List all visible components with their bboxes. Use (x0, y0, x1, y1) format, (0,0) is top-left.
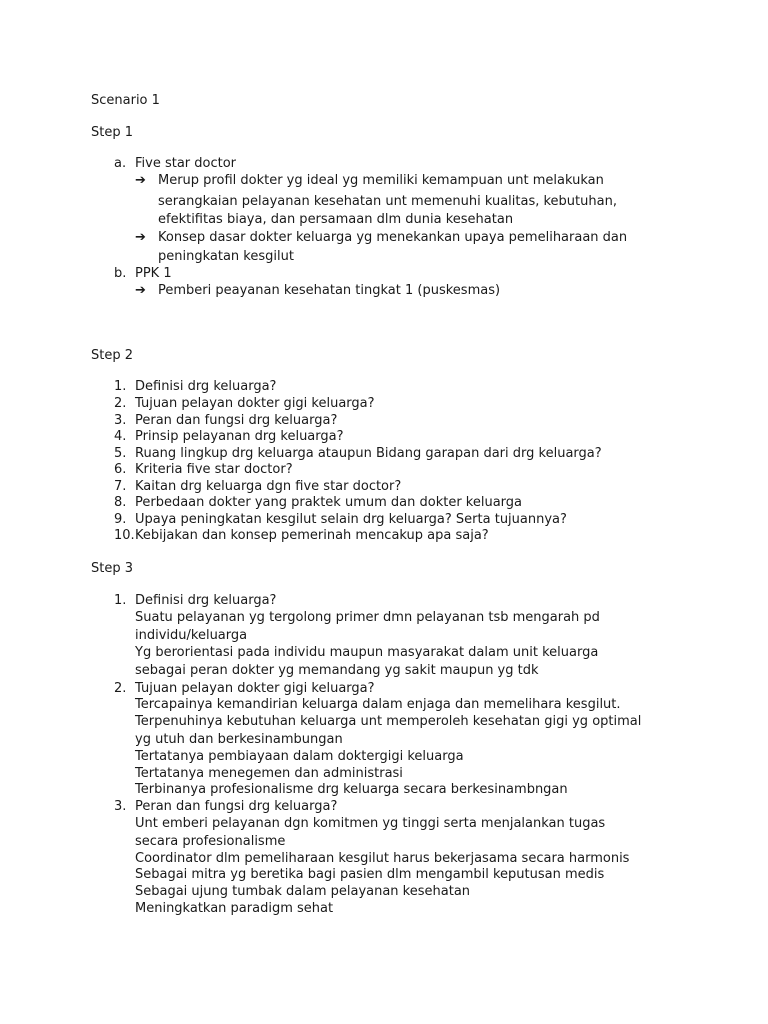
answer-line: Meningkatkan paradigm sehat (135, 901, 334, 916)
list-item: Upaya peningkatan kesgilut selain drg keluarga? Serta tujuannya? (135, 512, 567, 527)
question-text: Tujuan pelayan dokter gigi keluarga? (135, 681, 375, 696)
list-item: Prinsip pelayanan drg keluarga? (135, 429, 344, 444)
list-item: Definisi drg keluarga? (135, 379, 277, 394)
answer-line: Sebagai mitra yg beretika bagi pasien dlm mengambil keputusan medis (135, 867, 605, 882)
answer-line: Tertatanya pembiayaan dalam doktergigi keluarga (135, 749, 464, 764)
step1-bullet-line: peningkatan kesgilut (158, 249, 294, 264)
answer-line: sebagai peran dokter yg memandang yg sakit maupun yg tdk (135, 663, 539, 678)
answer-line: Tertatanya menegemen dan administrasi (135, 766, 403, 781)
step1-bullet-line: Konsep dasar dokter keluarga yg menekankan upaya pemeliharaan dan (158, 230, 628, 245)
list-item-number: 2. (114, 681, 127, 696)
answer-line: Tercapainya kemandirian keluarga dalam enjaga dan memelihara kesgilut. (135, 697, 621, 712)
list-item-number: 7. (114, 479, 127, 494)
answer-line: Terpenuhinya kebutuhan keluarga unt memperoleh kesehatan gigi yg optimal (135, 714, 642, 729)
question-text: Peran dan fungsi drg keluarga? (135, 799, 338, 814)
list-item-number: 1. (114, 379, 127, 394)
step1-bullet-line: Pemberi peayanan kesehatan tingkat 1 (puskesmas) (158, 283, 501, 298)
list-item-number: 5. (114, 446, 127, 461)
question-text: Definisi drg keluarga? (135, 593, 277, 608)
answer-line: Terbinanya profesionalisme drg keluarga secara berkesinambngan (135, 782, 568, 797)
list-item-number: 8. (114, 495, 127, 510)
answer-line: Sebagai ujung tumbak dalam pelayanan kesehatan (135, 884, 471, 899)
step1-bullet-line: efektifitas biaya, dan persamaan dlm dunia kesehatan (158, 212, 514, 227)
step1-bullet-line: Merup profil dokter yg ideal yg memiliki kemampuan unt melakukan (158, 173, 604, 188)
list-item-number: 10. (114, 528, 135, 543)
answer-line: Coordinator dlm pemeliharaan kesgilut harus bekerjasama secara harmonis (135, 851, 630, 866)
arrow-bullet-icon: ➔ (135, 230, 146, 245)
list-item: Kriteria five star doctor? (135, 462, 293, 477)
list-item-number: 2. (114, 396, 127, 411)
list-item-number: 9. (114, 512, 127, 527)
step3-heading: Step 3 (91, 561, 134, 576)
list-item: Ruang lingkup drg keluarga ataupun Bidang garapan dari drg keluarga? (135, 446, 602, 461)
answer-line: Suatu pelayanan yg tergolong primer dmn pelayanan tsb mengarah pd (135, 610, 600, 625)
answer-line: yg utuh dan berkesinambungan (135, 732, 343, 747)
list-item: Peran dan fungsi drg keluarga? (135, 413, 338, 428)
step1-bullet-line: serangkaian pelayanan kesehatan unt memenuhi kualitas, kebutuhan, (158, 194, 617, 209)
step1-item-a-marker: a. (114, 156, 127, 171)
step1-item-a-text: Five star doctor (135, 156, 237, 171)
list-item-number: 3. (114, 413, 127, 428)
arrow-bullet-icon: ➔ (135, 283, 146, 298)
list-item: Kebijakan dan konsep pemerinah mencakup apa saja? (135, 528, 489, 543)
answer-line: secara profesionalisme (135, 834, 286, 849)
document-title: Scenario 1 (91, 93, 160, 108)
list-item: Tujuan pelayan dokter gigi keluarga? (135, 396, 375, 411)
list-item-number: 1. (114, 593, 127, 608)
list-item: Perbedaan dokter yang praktek umum dan dokter keluarga (135, 495, 523, 510)
step1-item-b-text: PPK 1 (135, 266, 172, 281)
list-item-number: 3. (114, 799, 127, 814)
step1-heading: Step 1 (91, 125, 134, 140)
step2-heading: Step 2 (91, 348, 134, 363)
answer-line: individu/keluarga (135, 628, 248, 643)
answer-line: Yg berorientasi pada individu maupun masyarakat dalam unit keluarga (135, 645, 599, 660)
list-item: Kaitan drg keluarga dgn five star doctor? (135, 479, 402, 494)
list-item-number: 4. (114, 429, 127, 444)
answer-line: Unt emberi pelayanan dgn komitmen yg tinggi serta menjalankan tugas (135, 816, 606, 831)
arrow-bullet-icon: ➔ (135, 173, 146, 188)
step1-item-b-marker: b. (114, 266, 127, 281)
list-item-number: 6. (114, 462, 127, 477)
